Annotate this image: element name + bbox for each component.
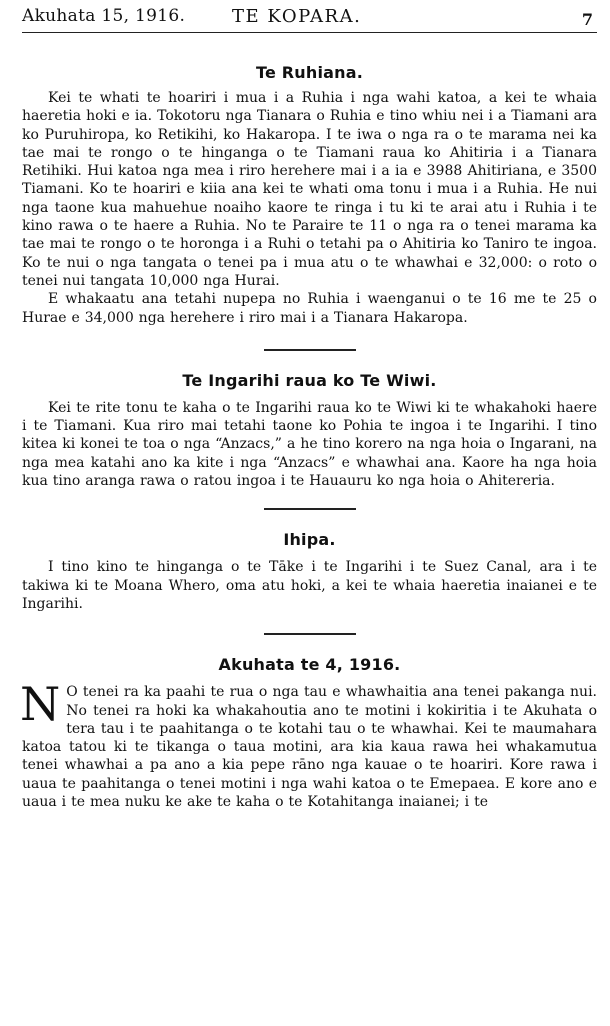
section-heading: Akuhata te 4, 1916. — [218, 655, 401, 675]
article-body — [20, 677, 597, 811]
newspaper-title: TE KOPARA. — [232, 6, 362, 27]
running-head — [22, 0, 597, 40]
drop-cap: N — [20, 677, 61, 732]
section-divider — [264, 633, 356, 635]
section-te-ingarihi-raua-ko-te-wiwi — [22, 371, 597, 490]
paragraph: O tenei ra ka paahi te rua o nga tau e whawhaitia ana tenei pakanga nui. No tenei ra hoki ka whakahoutia ano te motini i kokiritia i te Akuhata o tera tau i te paahitanga o te kotahi tau o te whawhai. Kei te maumahara katoa tatou ki te tikanga o taua motini, ara kia kaua rawa hei whakamutua tenei whawhai a pa ano a kia pepe rāno nga kauae o te hoariri. Kore rawa i uaua te paahitanga o tenei motini i nga wahi katoa o te Emepaea. E kore ano e uaua i te mea nuku ke ake te kaha o te Kotahitanga inaianei; i te — [22, 684, 597, 811]
header-rule — [22, 32, 597, 33]
section-divider — [264, 508, 356, 510]
paragraph: E whakaatu ana tetahi nupepa no Ruhia i waenganui o te 16 me te 25 o Hurae e 34,000 nga herehere i riro mai i a Tianara Hakaropa. — [22, 291, 597, 326]
newspaper-page — [22, 0, 597, 811]
section-te-ruhiana — [22, 63, 597, 327]
section-heading: Te Ruhiana. — [255, 63, 364, 82]
section-heading: Ihipa. — [283, 530, 336, 550]
paragraph: Kei te whati te hoariri i mua i a Ruhia i nga wahi katoa, a kei te whaia haeretia hoki e ia. Tokotoru nga Tianara o Ruhia e tino whiu nei i a Tiamani ara ko Puruhiropa, ko Retikihi, ko Hakaropa. I te iwa o nga ra o te marama nei ka tae mai te rongo o te hinganga o te Tiamani raua ko Ahitiria i a Tianara Retihiki. Hui katoa nga mea i riro herehere mai i a ia e 3988 Ahitiriana, e 3500 Tiamani. Ko te hoariri e kiia ana kei te whati oma tonu i mua i a Ruhia. He nui nga taone kua mahuehue noaiho kaore te ringa i tu ki te arai atu i Ruhia i te kino rawa o te haere a Ruhia. No te Paraire te 11 o nga ra o tenei marama ka tae mai te rongo o te horonga i a Ruhi o tetahi pa o Ahitiria ko Taniro te ingoa. Ko te nui o nga tangata o tenei pa i mua atu o te whawhai e 32,000: o roto o tenei nui tangata 10,000 nga Hurai. — [22, 90, 597, 289]
section-divider — [264, 349, 356, 351]
paragraph: I tino kino te hinganga o te Tāke i te Ingarihi i te Suez Canal, ara i te takiwa ki te Moana Whero, oma atu hoki, a kei te whaia haeretia inaianei e te Ingarihi. — [22, 559, 597, 612]
section-akuhata-te-4-1916 — [22, 655, 597, 811]
page-number: 7 — [581, 10, 593, 29]
paragraph: Kei te rite tonu te kaha o te Ingarihi raua ko te Wiwi ki te whakahoki haere i te Tiamani. Kua riro mai tetahi taone ko Pohia te ingoa i te Ingarihi. I tino kitea ki konei te toa o nga “Anzacs,” a he tino korero na nga hoia o Ingarani, na nga mea katahi ano ka kite i nga “Anzacs” e whawhai ana. Kaore ha nga hoia kua tino aranga rawa o ratou ingoa i te Hauauru ko nga hoia o Ahitereria. — [22, 399, 597, 490]
section-ihipa — [22, 530, 597, 613]
section-heading: Te Ingarihi raua ko Te Wiwi. — [182, 370, 437, 390]
issue-date: Akuhata 15, 1916. — [22, 6, 186, 26]
